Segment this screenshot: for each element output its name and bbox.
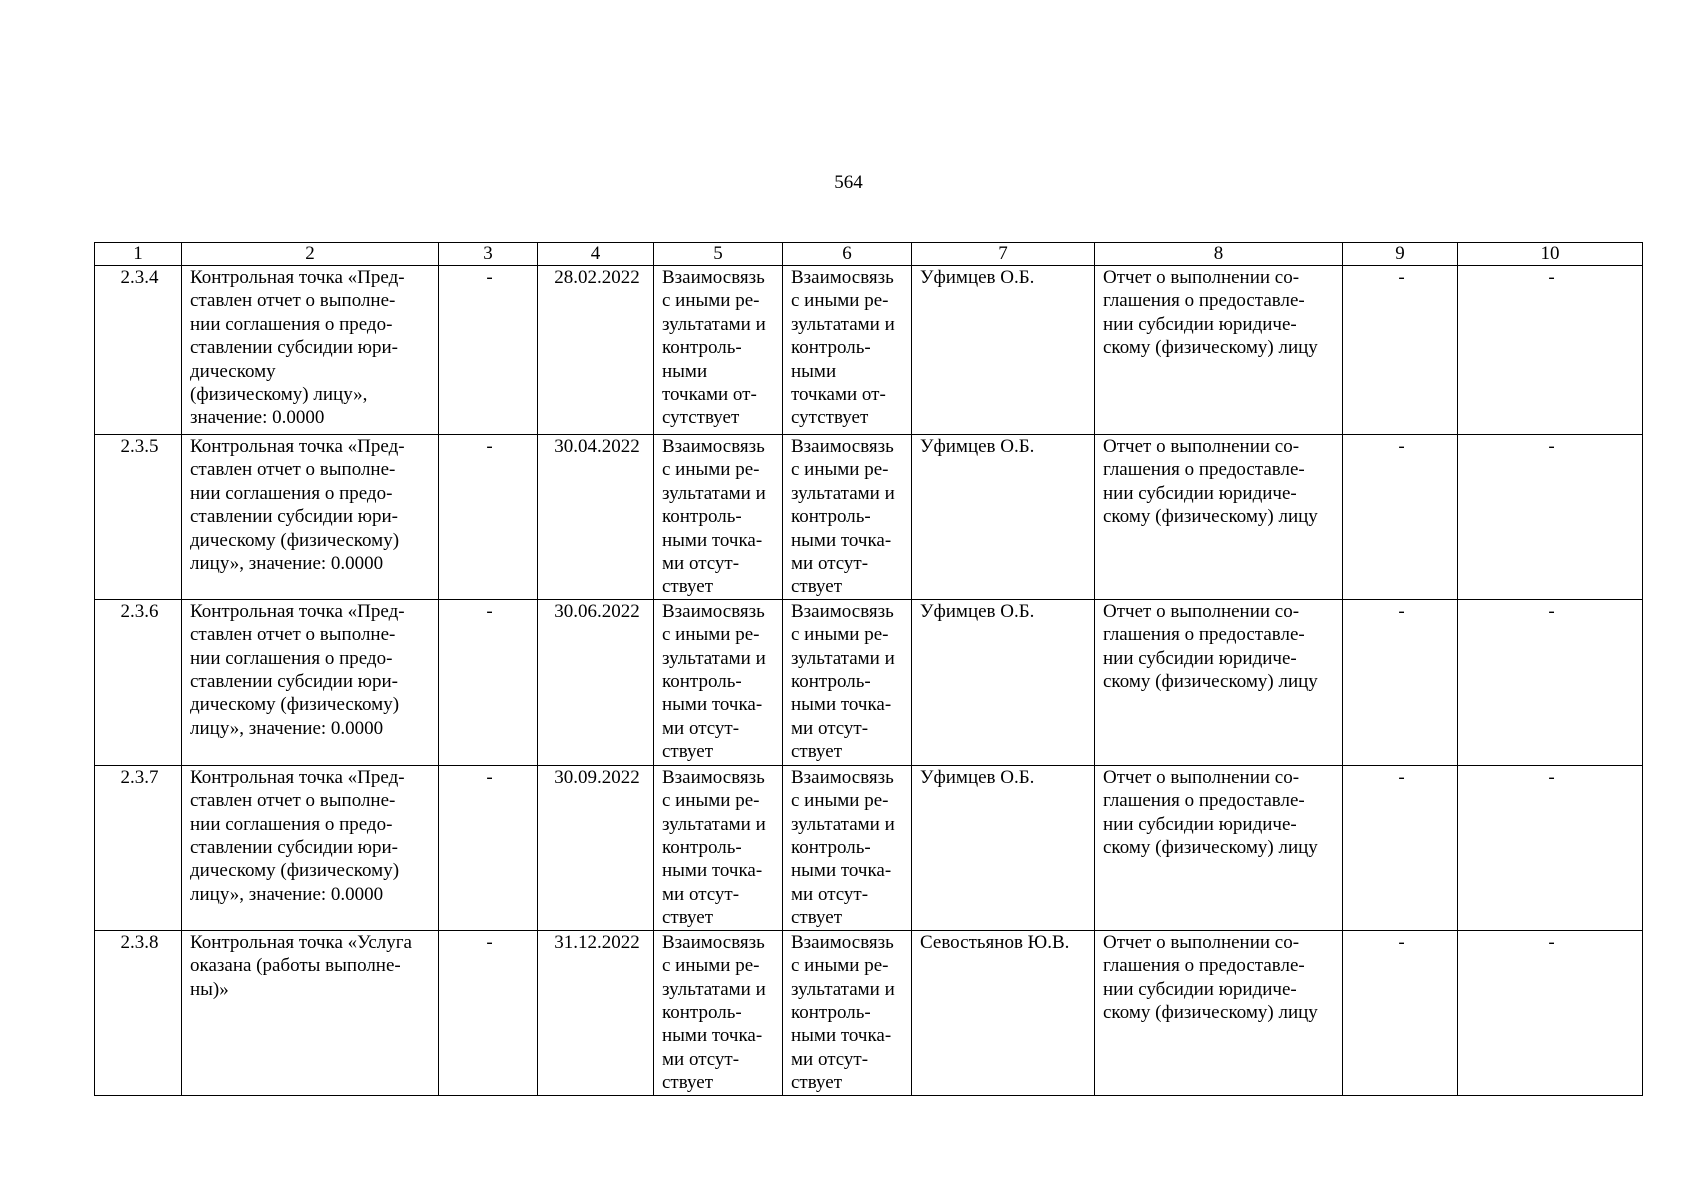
confirming-document: Отчет о выполнении со- глашения о предоставле- нии субсидии юридиче- скому (физическому) лицу — [1095, 435, 1343, 600]
responsible-person: Уфимцев О.Б. — [912, 599, 1095, 765]
column-header: 7 — [912, 243, 1095, 266]
column-header: 9 — [1343, 243, 1458, 266]
relation-predecessors: Взаимосвязь с иными ре- зультатами и контроль- ными точка- ми отсут- ствует — [654, 930, 783, 1095]
column-9-value: - — [1343, 266, 1458, 435]
responsible-person: Уфимцев О.Б. — [912, 435, 1095, 600]
table-row — [95, 765, 1643, 930]
column-header: 1 — [95, 243, 182, 266]
relation-successors: Взаимосвязь с иными ре- зультатами и контроль- ными точками от- сутствует — [783, 266, 912, 435]
table-header-row — [95, 243, 1643, 266]
column-9-value: - — [1343, 765, 1458, 930]
column-10-value: - — [1458, 765, 1643, 930]
relation-predecessors: Взаимосвязь с иными ре- зультатами и контроль- ными точками от- сутствует — [654, 266, 783, 435]
control-point-name: Контрольная точка «Пред- ставлен отчет о выполне- нии соглашения о предо- ставлении субсидии юри- дическому (физическому) лицу», значение: 0.0000 — [182, 266, 439, 435]
column-3-value: - — [439, 266, 538, 435]
table-row — [95, 599, 1643, 765]
row-number: 2.3.8 — [95, 930, 182, 1095]
column-3-value: - — [439, 435, 538, 600]
deadline-date: 28.02.2022 — [538, 266, 654, 435]
confirming-document: Отчет о выполнении со- глашения о предоставле- нии субсидии юридиче- скому (физическому) лицу — [1095, 930, 1343, 1095]
column-10-value: - — [1458, 435, 1643, 600]
column-3-value: - — [439, 765, 538, 930]
row-number: 2.3.7 — [95, 765, 182, 930]
column-header: 3 — [439, 243, 538, 266]
control-point-name: Контрольная точка «Услуга оказана (работы выполне- ны)» — [182, 930, 439, 1095]
row-number: 2.3.4 — [95, 266, 182, 435]
confirming-document: Отчет о выполнении со- глашения о предоставле- нии субсидии юридиче- скому (физическому) лицу — [1095, 266, 1343, 435]
column-3-value: - — [439, 930, 538, 1095]
control-points-table — [94, 242, 1643, 1096]
relation-successors: Взаимосвязь с иными ре- зультатами и контроль- ными точка- ми отсут- ствует — [783, 930, 912, 1095]
page-number: 564 — [834, 172, 863, 193]
relation-predecessors: Взаимосвязь с иными ре- зультатами и контроль- ными точка- ми отсут- ствует — [654, 599, 783, 765]
column-header: 6 — [783, 243, 912, 266]
responsible-person: Уфимцев О.Б. — [912, 765, 1095, 930]
table-row — [95, 930, 1643, 1095]
responsible-person: Уфимцев О.Б. — [912, 266, 1095, 435]
deadline-date: 31.12.2022 — [538, 930, 654, 1095]
relation-successors: Взаимосвязь с иными ре- зультатами и контроль- ными точка- ми отсут- ствует — [783, 435, 912, 600]
column-header: 2 — [182, 243, 439, 266]
row-number: 2.3.5 — [95, 435, 182, 600]
control-point-name: Контрольная точка «Пред- ставлен отчет о выполне- нии соглашения о предо- ставлении субсидии юри- дическому (физическому) лицу», значение: 0.0000 — [182, 435, 439, 600]
row-number: 2.3.6 — [95, 599, 182, 765]
relation-predecessors: Взаимосвязь с иными ре- зультатами и контроль- ными точка- ми отсут- ствует — [654, 435, 783, 600]
column-3-value: - — [439, 599, 538, 765]
relation-predecessors: Взаимосвязь с иными ре- зультатами и контроль- ными точка- ми отсут- ствует — [654, 765, 783, 930]
column-header: 4 — [538, 243, 654, 266]
deadline-date: 30.09.2022 — [538, 765, 654, 930]
column-header: 8 — [1095, 243, 1343, 266]
column-9-value: - — [1343, 435, 1458, 600]
deadline-date: 30.04.2022 — [538, 435, 654, 600]
table-row — [95, 266, 1643, 435]
control-point-name: Контрольная точка «Пред- ставлен отчет о выполне- нии соглашения о предо- ставлении субсидии юри- дическому (физическому) лицу», значение: 0.0000 — [182, 599, 439, 765]
relation-successors: Взаимосвязь с иными ре- зультатами и контроль- ными точка- ми отсут- ствует — [783, 599, 912, 765]
confirming-document: Отчет о выполнении со- глашения о предоставле- нии субсидии юридиче- скому (физическому) лицу — [1095, 765, 1343, 930]
column-10-value: - — [1458, 266, 1643, 435]
column-10-value: - — [1458, 930, 1643, 1095]
relation-successors: Взаимосвязь с иными ре- зультатами и контроль- ными точка- ми отсут- ствует — [783, 765, 912, 930]
column-10-value: - — [1458, 599, 1643, 765]
column-9-value: - — [1343, 930, 1458, 1095]
column-header: 5 — [654, 243, 783, 266]
column-9-value: - — [1343, 599, 1458, 765]
confirming-document: Отчет о выполнении со- глашения о предоставле- нии субсидии юридиче- скому (физическому) лицу — [1095, 599, 1343, 765]
table-row — [95, 435, 1643, 600]
responsible-person: Севостьянов Ю.В. — [912, 930, 1095, 1095]
deadline-date: 30.06.2022 — [538, 599, 654, 765]
control-point-name: Контрольная точка «Пред- ставлен отчет о выполне- нии соглашения о предо- ставлении субсидии юри- дическому (физическому) лицу», значение: 0.0000 — [182, 765, 439, 930]
column-header: 10 — [1458, 243, 1643, 266]
